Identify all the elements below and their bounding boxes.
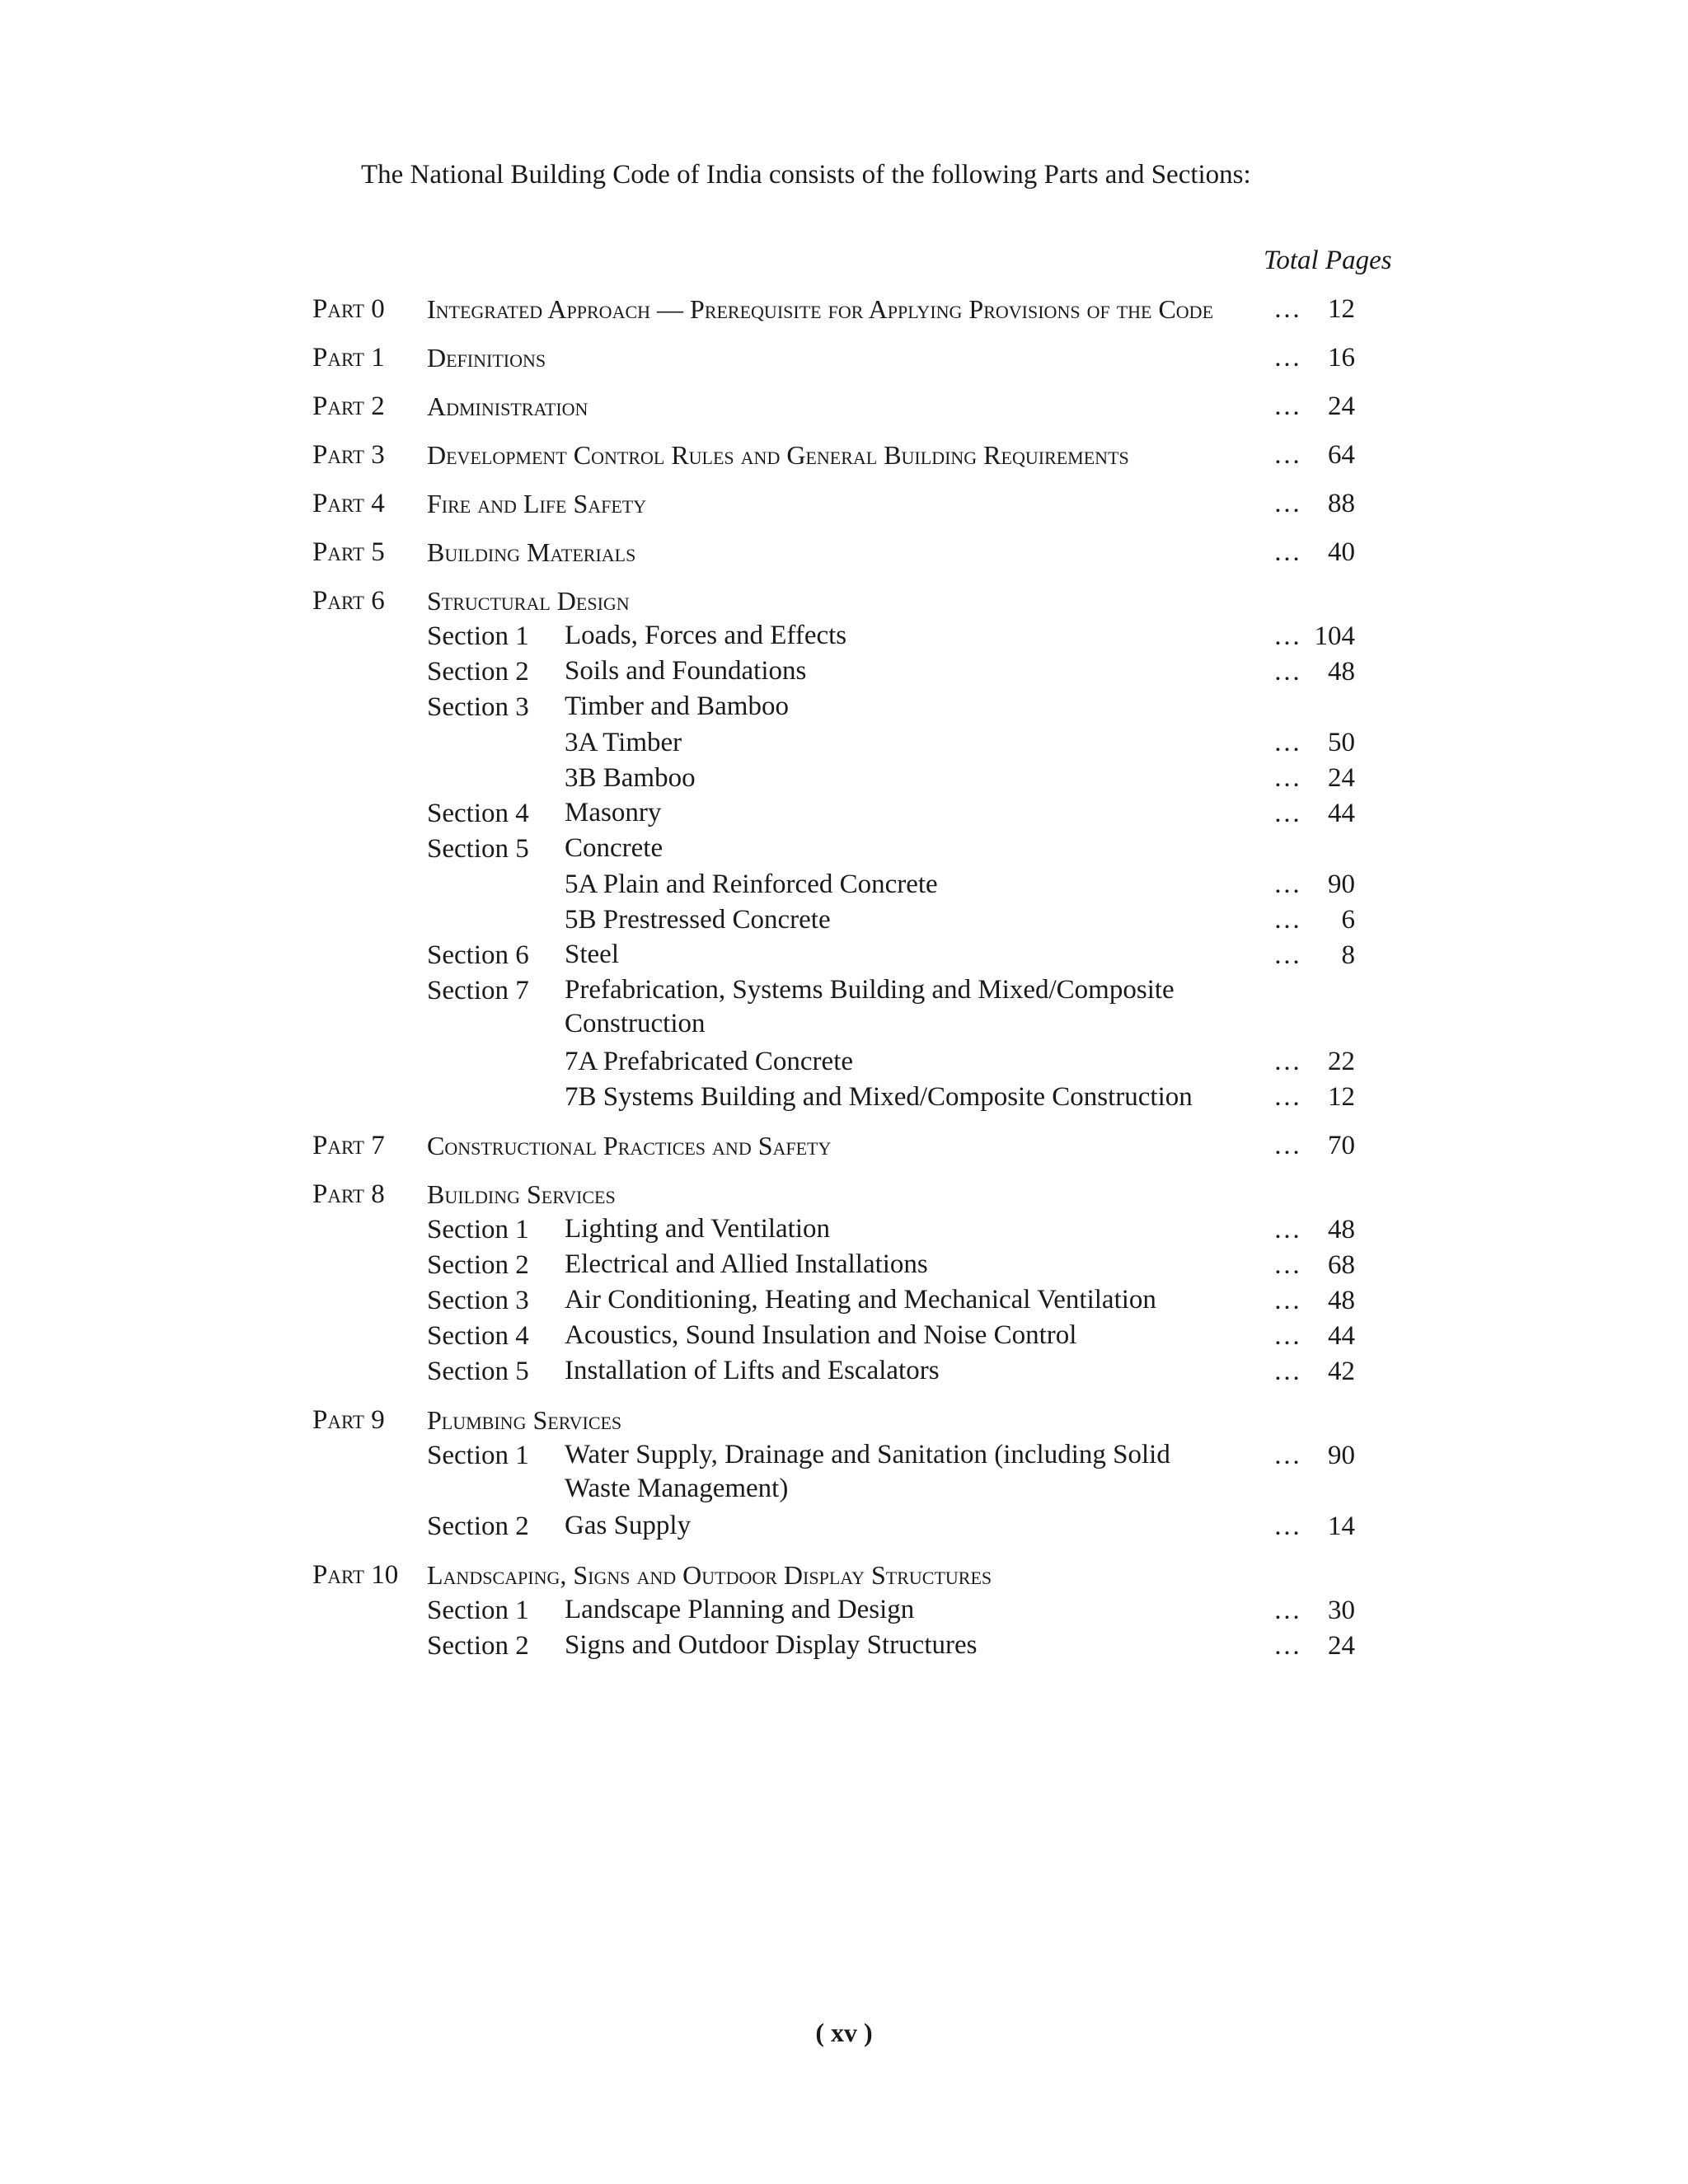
toc-row xyxy=(0,1128,1688,1164)
page-count: 64 xyxy=(1328,440,1355,470)
section-label: Section 2 xyxy=(427,1631,529,1661)
section-label: Section 1 xyxy=(427,621,529,651)
section-title: Steel xyxy=(565,940,619,969)
section-label: Section 3 xyxy=(427,692,529,722)
leader-dots: … xyxy=(1273,1511,1301,1541)
part-label: Part 1 xyxy=(312,343,385,373)
leader-dots: … xyxy=(1273,343,1301,373)
toc-row xyxy=(0,1044,1688,1080)
subsection-title: 3B Bamboo xyxy=(565,763,696,793)
section-label: Section 2 xyxy=(427,657,529,687)
leader-dots: … xyxy=(1273,1631,1301,1661)
toc-row xyxy=(0,1558,1688,1593)
page-count: 24 xyxy=(1328,1631,1355,1661)
section-title: Prefabrication, Systems Building and Mixed/Composite Construction xyxy=(565,975,1175,1038)
subsection-title: 7B Systems Building and Mixed/Composite Construction xyxy=(565,1082,1193,1112)
leader-dots: … xyxy=(1273,1047,1301,1076)
subsection-title: 3A Timber xyxy=(565,728,682,757)
part-title: Development Control Rules and General Building Requirements xyxy=(427,440,1129,470)
leader-dots: … xyxy=(1273,440,1301,470)
toc-row xyxy=(0,902,1688,938)
page-count: 14 xyxy=(1328,1511,1355,1541)
leader-dots: … xyxy=(1273,1321,1301,1351)
page-count: 90 xyxy=(1328,1441,1355,1470)
toc-row xyxy=(0,1177,1688,1212)
page-count: 8 xyxy=(1341,940,1355,970)
table-of-contents xyxy=(0,292,1688,1664)
section-title: Landscape Planning and Design xyxy=(565,1595,915,1624)
part-label: Part 7 xyxy=(312,1131,385,1160)
section-title: Air Conditioning, Heating and Mechanical Ventilation xyxy=(565,1285,1156,1315)
leader-dots: … xyxy=(1273,940,1301,970)
section-title: Concrete xyxy=(565,833,663,863)
leader-dots: … xyxy=(1273,537,1301,567)
leader-dots: … xyxy=(1273,905,1301,935)
page-count: 44 xyxy=(1328,1321,1355,1351)
section-label: Section 2 xyxy=(427,1511,529,1541)
toc-row xyxy=(0,1212,1688,1248)
part-label: Part 9 xyxy=(312,1405,385,1435)
page-count: 48 xyxy=(1328,1286,1355,1315)
section-label: Section 5 xyxy=(427,1357,529,1386)
section-label: Section 3 xyxy=(427,1286,529,1315)
toc-row xyxy=(0,1319,1688,1354)
part-title: Definitions xyxy=(427,343,546,373)
page-count: 68 xyxy=(1328,1250,1355,1280)
section-title: Signs and Outdoor Display Structures xyxy=(565,1630,978,1660)
leader-dots: … xyxy=(1273,1596,1301,1625)
page-count: 88 xyxy=(1328,489,1355,518)
toc-row xyxy=(0,619,1688,654)
page-count: 30 xyxy=(1328,1596,1355,1625)
section-label: Section 2 xyxy=(427,1250,529,1280)
section-title: Acoustics, Sound Insulation and Noise Control xyxy=(565,1320,1077,1350)
section-label: Section 1 xyxy=(427,1441,529,1470)
toc-row xyxy=(0,292,1688,327)
subsection-title: 7A Prefabricated Concrete xyxy=(565,1047,854,1076)
page-count: 24 xyxy=(1328,763,1355,793)
leader-dots: … xyxy=(1273,1357,1301,1386)
leader-dots: … xyxy=(1273,391,1301,421)
toc-row xyxy=(0,583,1688,619)
part-label: Part 0 xyxy=(312,294,385,324)
page-number: ( xv ) xyxy=(815,2018,873,2047)
page-count: 12 xyxy=(1328,1082,1355,1112)
leader-dots: … xyxy=(1273,489,1301,518)
toc-row xyxy=(0,438,1688,473)
part-label: Part 3 xyxy=(312,440,385,470)
part-label: Part 8 xyxy=(312,1179,385,1209)
section-title: Lighting and Ventilation xyxy=(565,1214,831,1244)
toc-row xyxy=(0,1509,1688,1544)
page-count: 48 xyxy=(1328,657,1355,687)
toc-row xyxy=(0,654,1688,690)
leader-dots: … xyxy=(1273,1131,1301,1160)
toc-row xyxy=(0,1283,1688,1319)
subsection-title: 5B Prestressed Concrete xyxy=(565,905,831,935)
toc-row xyxy=(0,725,1688,761)
page-count: 44 xyxy=(1328,799,1355,828)
part-title: Integrated Approach — Prerequisite for Applying Provisions of the Code xyxy=(427,294,1214,324)
section-title: Installation of Lifts and Escalators xyxy=(565,1356,940,1385)
part-title: Building Services xyxy=(427,1179,616,1209)
section-label: Section 4 xyxy=(427,799,529,828)
toc-row xyxy=(0,832,1688,867)
subsection-title: 5A Plain and Reinforced Concrete xyxy=(565,869,938,899)
leader-dots: … xyxy=(1273,763,1301,793)
toc-row xyxy=(0,761,1688,796)
part-title: Administration xyxy=(427,391,588,421)
part-label: Part 5 xyxy=(312,537,385,567)
section-title: Soils and Foundations xyxy=(565,656,807,686)
toc-row xyxy=(0,486,1688,522)
section-label: Section 1 xyxy=(427,1596,529,1625)
toc-row xyxy=(0,1248,1688,1283)
toc-row xyxy=(0,867,1688,902)
toc-row xyxy=(0,796,1688,832)
leader-dots: … xyxy=(1273,1250,1301,1280)
part-label: Part 2 xyxy=(312,391,385,421)
part-title: Building Materials xyxy=(427,537,636,567)
leader-dots: … xyxy=(1273,1441,1301,1470)
toc-row xyxy=(0,690,1688,725)
section-label: Section 6 xyxy=(427,940,529,970)
toc-row xyxy=(0,1354,1688,1390)
toc-row xyxy=(0,1080,1688,1115)
toc-row xyxy=(0,1438,1688,1509)
part-title: Fire and Life Safety xyxy=(427,489,647,518)
section-title: Water Supply, Drainage and Sanitation (including Solid Waste Management) xyxy=(565,1440,1170,1503)
page-count: 104 xyxy=(1314,621,1355,651)
page-count: 12 xyxy=(1328,294,1355,324)
part-label: Part 6 xyxy=(312,586,385,616)
leader-dots: … xyxy=(1273,294,1301,324)
part-title: Landscaping, Signs and Outdoor Display Structures xyxy=(427,1560,992,1590)
section-label: Section 5 xyxy=(427,834,529,864)
leader-dots: … xyxy=(1273,869,1301,899)
total-pages-header: Total Pages xyxy=(1264,246,1392,275)
toc-row xyxy=(0,973,1688,1044)
section-label: Section 4 xyxy=(427,1321,529,1351)
leader-dots: … xyxy=(1273,799,1301,828)
page-count: 22 xyxy=(1328,1047,1355,1076)
toc-row xyxy=(0,1593,1688,1629)
part-label: Part 10 xyxy=(312,1560,399,1590)
page-count: 50 xyxy=(1328,728,1355,757)
toc-row xyxy=(0,938,1688,973)
page-count: 40 xyxy=(1328,537,1355,567)
toc-row xyxy=(0,1403,1688,1438)
leader-dots: … xyxy=(1273,1082,1301,1112)
leader-dots: … xyxy=(1273,1215,1301,1244)
part-title: Plumbing Services xyxy=(427,1405,622,1435)
leader-dots: … xyxy=(1273,728,1301,757)
intro-text: The National Building Code of India consists of the following Parts and Sections: xyxy=(361,160,1251,190)
section-title: Timber and Bamboo xyxy=(565,691,789,721)
section-title: Gas Supply xyxy=(565,1511,692,1540)
page-count: 70 xyxy=(1328,1131,1355,1160)
toc-row xyxy=(0,535,1688,570)
page-count: 16 xyxy=(1328,343,1355,373)
page-count: 6 xyxy=(1341,905,1355,935)
section-label: Section 1 xyxy=(427,1215,529,1244)
section-title: Electrical and Allied Installations xyxy=(565,1249,928,1279)
page-count: 24 xyxy=(1328,391,1355,421)
page-count: 90 xyxy=(1328,869,1355,899)
leader-dots: … xyxy=(1273,621,1301,651)
page-count: 42 xyxy=(1328,1357,1355,1386)
section-title: Masonry xyxy=(565,798,662,827)
toc-row xyxy=(0,340,1688,376)
section-title: Loads, Forces and Effects xyxy=(565,621,847,650)
toc-row xyxy=(0,1629,1688,1664)
toc-row xyxy=(0,389,1688,424)
part-title: Constructional Practices and Safety xyxy=(427,1131,832,1160)
section-label: Section 7 xyxy=(427,976,529,1005)
leader-dots: … xyxy=(1273,657,1301,687)
page-count: 48 xyxy=(1328,1215,1355,1244)
leader-dots: … xyxy=(1273,1286,1301,1315)
part-title: Structural Design xyxy=(427,586,630,616)
part-label: Part 4 xyxy=(312,489,385,518)
